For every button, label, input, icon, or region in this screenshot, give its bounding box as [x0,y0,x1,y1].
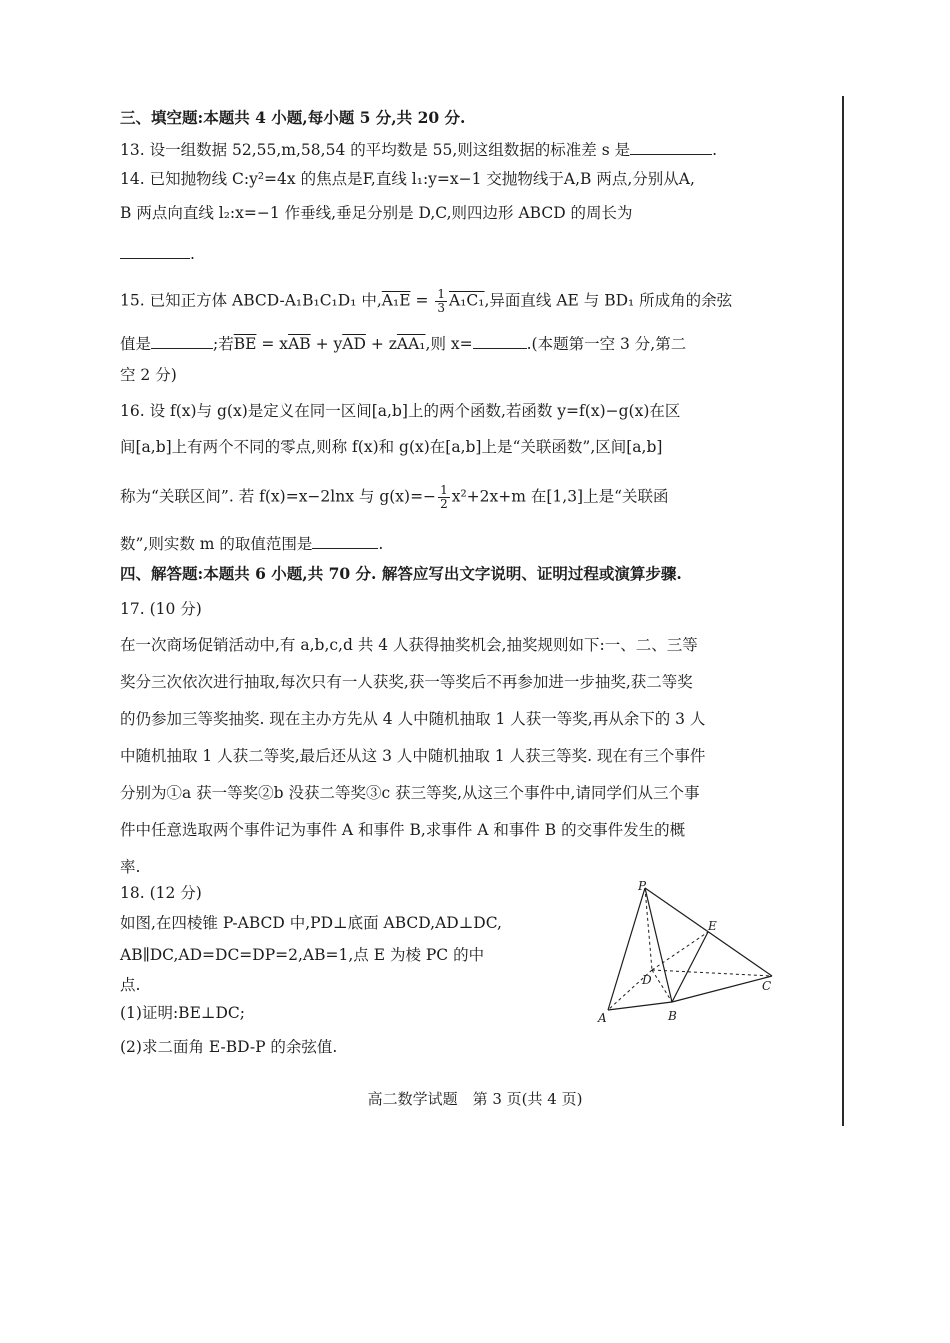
fraction-one-third: $\frac{1}{3}$ [437,287,445,316]
pyramid-figure [590,880,780,1030]
answer-blank [630,140,712,155]
label-b: B [668,1009,677,1023]
question-18-line: 如图,在四棱锥 P-ABCD 中,PD⊥底面 ABCD,AD⊥DC, [120,914,502,932]
question-15-line2: 值是 ;若$\overline{BE} = x\overline{AB} + y\overline{AD} + zAA_1$,则 x= .(本题第一空 3 分,第二 [120,335,687,353]
edge-ab [608,1002,672,1010]
question-17-label: 17. (10 分) [120,600,202,618]
question-17-line: 在一次商场促销活动中,有 a,b,c,d 共 4 人获得抽奖机会,抽奖规则如下:一、二、三等 [120,636,698,654]
question-16-line2: 间[a,b]上有两个不同的零点,则称 f(x)和 g(x)在[a,b]上是“关联函数”,区间[a,b] [120,438,663,456]
edge-dc [652,970,772,976]
segment-db [652,970,672,1002]
question-17-line: 分别为①a 获一等奖②b 没获二等奖③c 获三等奖,从这三个事件中,请同学们从三个事 [120,784,700,802]
question-14-line3: . [120,244,195,263]
vector-ab: $\overline{AB}$ [288,335,311,353]
question-18-line: AB∥DC,AD=DC=DP=2,AB=1,点 E 为棱 PC 的中 [120,946,485,964]
section3-heading: 三、填空题:本题共 4 小题,每小题 5 分,共 20 分. [120,108,466,127]
question-17-line: 奖分三次依次进行抽取,每次只有一人获奖,获一等奖后不再参加进一步抽奖,获二等奖 [120,673,693,691]
question-15-line1: 15. 已知正方体 ABCD-A₁B₁C₁D₁ 中,A₁E = $\frac{1}{3}$ A₁C₁,异面直线 AE 与 BD₁ 所成角的余弦 [120,287,733,316]
label-e: E [708,919,717,933]
edge-pa [608,888,645,1010]
vector-be: $\overline{BE}$ [233,335,257,353]
question-15-line3: 空 2 分) [120,366,177,384]
label-a: A [598,1011,607,1025]
label-p: P [638,880,647,893]
question-13: 13. 设一组数据 52,55,m,58,54 的平均数是 55,则这组数据的标准差 s 是 . [120,141,718,159]
question-18-part1: (1)证明:BE⊥DC; [120,1004,245,1022]
question-17-line: 件中任意选取两个事件记为事件 A 和事件 B,求事件 A 和事件 B 的交事件发生的概 [120,821,686,839]
question-14-line1: 14. 已知抛物线 C:y²=4x 的焦点是F,直线 l₁:y=x−1 交抛物线于A,B 两点,分别从A, [120,170,695,188]
label-c: C [762,979,772,993]
label-d: D [642,973,652,987]
question-14-line2: B 两点向直线 l₂:x=−1 作垂线,垂足分别是 D,C,则四边形 ABCD 的周长为 [120,204,633,222]
question-18-part2: (2)求二面角 E-BD-P 的余弦值. [120,1038,338,1056]
question-17-line: 中随机抽取 1 人获二等奖,最后还从这 3 人中随机抽取 1 人获三等奖. 现在有三个事件 [120,747,706,765]
segment-be [672,932,708,1002]
question-17-line: 率. [120,858,141,876]
answer-blank [473,334,527,349]
answer-blank [312,534,378,549]
question-17-line: 的仍参加三等奖抽奖. 现在主办方先从 4 人中随机抽取 1 人获一等奖,再从余下的 3 人 [120,710,706,728]
question-18-label: 18. (12 分) [120,884,202,902]
binding-line [842,96,844,1126]
question-16-line3: 称为“关联区间”. 若 f(x)=x−2lnx 与 g(x)=− $\frac{1}{2}$ x²+2x+m 在[1,3]上是“关联函 [120,483,669,512]
vector-a1e: A₁E [381,291,411,310]
vector-ad: $\overline{AD}$ [342,335,366,353]
question-16-line1: 16. 设 f(x)与 g(x)是定义在同一区间[a,b]上的两个函数,若函数 y=f(x)−g(x)在区 [120,402,681,420]
vector-a1c1: A₁C₁ [449,291,485,310]
edge-bc [672,976,772,1002]
fraction-one-half: $\frac{1}{2}$ [440,483,448,512]
question-18-line: 点. [120,976,141,994]
answer-blank [120,244,190,259]
answer-blank [151,334,213,349]
vector-aa1: AA₁ [396,335,426,353]
page-footer: 高二数学试题 第 3 页(共 4 页) [367,1090,583,1108]
section4-heading: 四、解答题:本题共 6 小题,共 70 分. 解答应写出文字说明、证明过程或演算步骤. [120,564,682,583]
question-16-line4: 数”,则实数 m 的取值范围是 . [120,535,384,553]
